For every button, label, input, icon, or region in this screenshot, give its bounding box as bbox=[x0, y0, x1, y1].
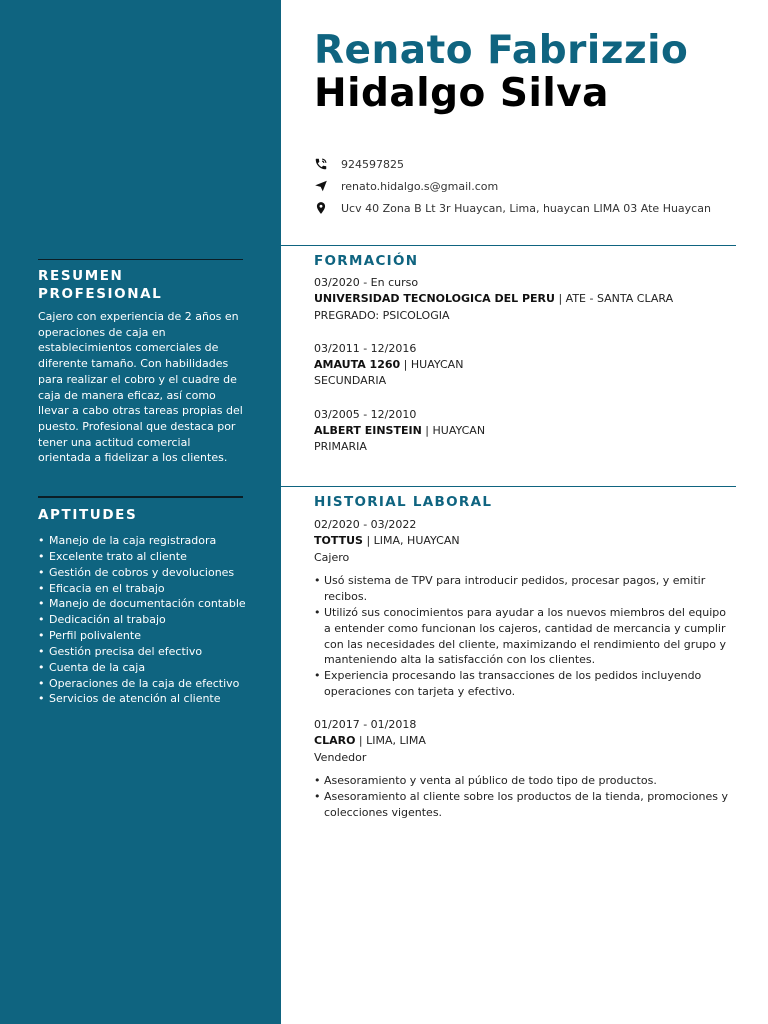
work-heading: HISTORIAL LABORAL bbox=[314, 494, 493, 510]
summary-divider bbox=[38, 259, 243, 260]
skills-heading: APTITUDES bbox=[38, 507, 138, 523]
address-value: Ucv 40 Zona B Lt 3r Huaycan, Lima, huaycan LIMA 03 Ate Huaycan bbox=[341, 201, 711, 215]
entry-dates: 02/2020 - 03/2022 bbox=[314, 518, 417, 531]
skill-item: • Gestión precisa del efectivo bbox=[38, 644, 243, 660]
entry-dates: 03/2005 - 12/2010 bbox=[314, 407, 417, 421]
phone-value: 924597825 bbox=[341, 157, 404, 171]
education-section bbox=[314, 252, 734, 456]
summary-heading-line1: RESUMEN bbox=[38, 268, 124, 284]
main-content bbox=[281, 0, 768, 1024]
work-bullet: • Asesoramiento y venta al público de todo tipo de productos. bbox=[314, 773, 734, 789]
candidate-name bbox=[314, 29, 688, 115]
entry-location: | ATE - SANTA CLARA bbox=[554, 292, 674, 306]
skill-item: • Servicios de atención al cliente bbox=[38, 691, 243, 707]
entry-company: CLARO bbox=[314, 734, 356, 748]
entry-degree: PREGRADO: PSICOLOGIA bbox=[314, 308, 450, 322]
entry-location: | HUAYCAN bbox=[421, 424, 486, 438]
work-bullet: • Utilizó sus conocimientos para ayudar a los nuevos miembros del equipo a entender como funcionan los cajeros, cantidad de mercancia y cumplir con las necesidades del cliente, maximizando el rendimiento del grupo y manteniendo alta la satisfacción con los clientes. bbox=[314, 605, 734, 669]
entry-dates: 03/2020 - En curso bbox=[314, 276, 419, 289]
skill-item: • Excelente trato al cliente bbox=[38, 549, 243, 565]
entry-company: TOTTUS bbox=[314, 534, 363, 548]
skill-item: • Operaciones de la caja de efectivo bbox=[38, 676, 243, 692]
work-entry bbox=[314, 717, 734, 821]
work-bullet: • Experiencia procesando las transacciones de los pedidos incluyendo operaciones con tarjeta y efectivo. bbox=[314, 668, 734, 700]
education-entry bbox=[314, 341, 734, 390]
work-bullets bbox=[314, 573, 734, 700]
skills-divider bbox=[38, 496, 243, 498]
entry-institution: ALBERT EINSTEIN bbox=[314, 424, 422, 438]
work-bullets bbox=[314, 773, 734, 821]
entry-institution: AMAUTA 1260 bbox=[314, 358, 401, 372]
entry-location: | LIMA, HUAYCAN bbox=[362, 534, 460, 548]
entry-degree: PRIMARIA bbox=[314, 440, 367, 454]
entry-institution-line bbox=[314, 357, 734, 373]
name-last: Hidalgo Silva bbox=[314, 71, 609, 116]
skill-item: • Eficacia en el trabajo bbox=[38, 581, 243, 597]
entry-location: | HUAYCAN bbox=[400, 358, 464, 372]
email-value: renato.hidalgo.s@gmail.com bbox=[341, 179, 499, 193]
work-entry bbox=[314, 517, 734, 700]
skill-item: • Manejo de documentación contable bbox=[38, 596, 243, 612]
name-first: Renato Fabrizzio bbox=[314, 28, 689, 73]
location-pin-icon bbox=[314, 201, 328, 215]
skills-section bbox=[38, 496, 246, 707]
skill-item: • Manejo de la caja registradora bbox=[38, 533, 243, 549]
contact-block bbox=[314, 153, 744, 219]
entry-role: Vendedor bbox=[314, 750, 367, 764]
phone-icon bbox=[314, 157, 328, 171]
summary-section bbox=[38, 259, 243, 466]
entry-dates: 03/2011 - 12/2016 bbox=[314, 341, 417, 355]
education-entry bbox=[314, 407, 734, 456]
entry-institution-line bbox=[314, 291, 734, 307]
work-divider bbox=[281, 486, 736, 487]
work-bullet: • Asesoramiento al cliente sobre los productos de la tienda, promociones y colecciones vigentes. bbox=[314, 789, 734, 821]
skill-item: • Gestión de cobros y devoluciones bbox=[38, 565, 243, 581]
skill-item: • Dedicación al trabajo bbox=[38, 612, 243, 628]
entry-degree: SECUNDARIA bbox=[314, 374, 387, 388]
contact-address bbox=[314, 197, 744, 219]
contact-email bbox=[314, 175, 744, 197]
entry-role: Cajero bbox=[314, 550, 350, 564]
education-entry bbox=[314, 275, 734, 324]
send-icon bbox=[314, 179, 328, 193]
sidebar bbox=[0, 0, 281, 1024]
education-heading: FORMACIÓN bbox=[314, 253, 419, 269]
summary-text: Cajero con experiencia de 2 años en operaciones de caja en establecimientos comerciales de diferente tamaño. Con habilidades para realizar el cobro y el cuadre de caja de manera eficaz, así como llevar a cabo otras tareas propias del puesto. Profesional que destaca por tener una actitud comercial orientada a fidelizar a los clientes. bbox=[38, 310, 243, 465]
work-section bbox=[314, 493, 734, 821]
entry-institution-line bbox=[314, 423, 734, 439]
education-divider bbox=[281, 245, 736, 246]
skill-item: • Cuenta de la caja bbox=[38, 660, 243, 676]
entry-dates: 01/2017 - 01/2018 bbox=[314, 718, 417, 732]
skills-list bbox=[38, 533, 246, 707]
entry-company-line bbox=[314, 533, 734, 549]
entry-institution: UNIVERSIDAD TECNOLOGICA DEL PERU bbox=[314, 292, 555, 306]
skill-item: • Perfil polivalente bbox=[38, 628, 243, 644]
entry-location: | LIMA, LIMA bbox=[355, 734, 426, 748]
entry-company-line bbox=[314, 733, 734, 749]
work-bullet: • Usó sistema de TPV para introducir pedidos, procesar pagos, y emitir recibos. bbox=[314, 573, 734, 605]
contact-phone bbox=[314, 153, 744, 175]
summary-heading-line2: PROFESIONAL bbox=[38, 286, 163, 302]
summary-heading bbox=[38, 267, 243, 303]
